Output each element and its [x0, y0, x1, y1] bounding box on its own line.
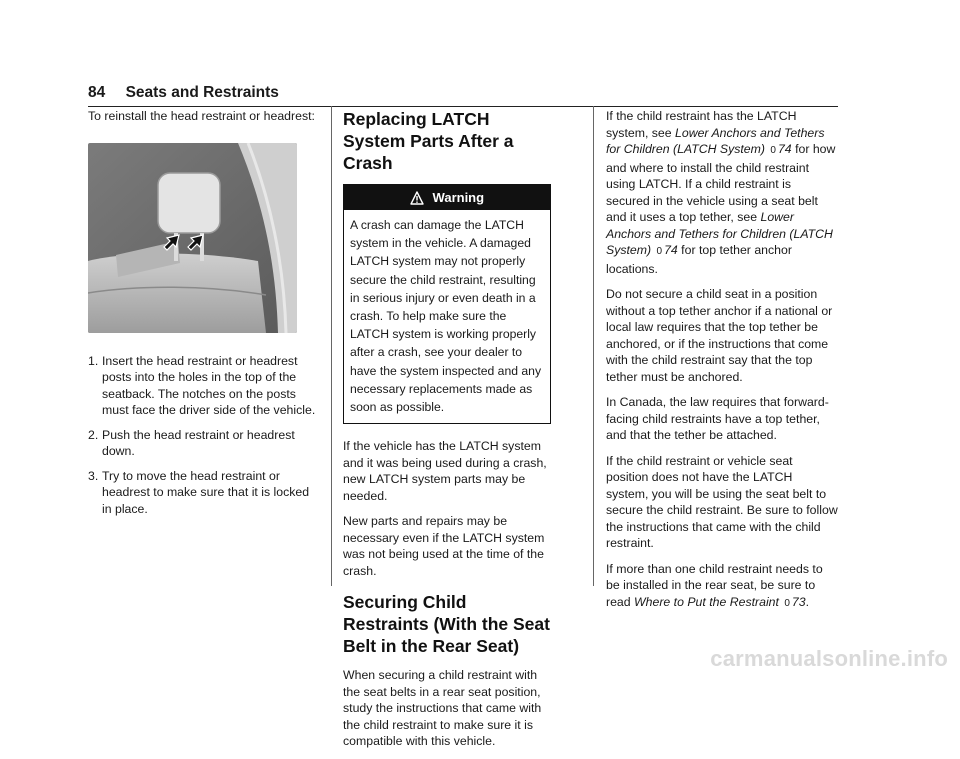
paragraph: When securing a child restraint with the seat belts in a rear seat position, study the instructions that came with the child restraint to make sure it is compatible with this vehicle.	[343, 668, 542, 749]
paragraph: Do not secure a child seat in a position without a top tether anchor if a national or local law requires that the top tether be anchored, or if the instructions that come with the child restraint say that the top tether must be anchored.	[606, 287, 833, 384]
list-item	[88, 468, 320, 518]
page-header	[88, 84, 838, 107]
watermark: carmanualsonline.info	[710, 646, 948, 671]
cross-reference-link[interactable]: Where to Put the Restraint	[634, 594, 779, 609]
page-ref-arrow-icon: 0	[656, 246, 663, 257]
list-item	[88, 427, 320, 460]
step-text: Insert the head restraint or headrest posts into the holes in the top of the seatback. The notches on the posts must face the driver side of the vehicle.	[102, 353, 316, 417]
column-2	[343, 108, 551, 759]
warning-title: Warning	[432, 190, 485, 205]
page-ref-arrow-icon: 0	[770, 145, 776, 156]
steps-list	[88, 353, 320, 518]
step-text: Try to move the head restraint or headrest to make sure that it is locked in place.	[102, 468, 310, 516]
warning-text: A crash can damage the LATCH system in the vehicle. A damaged LATCH system may not properly secure the child restraint, resulting in serious injury or even death in a crash. To help make sure the LATCH system is working properly after a crash, see your dealer to have the system inspected and any necessary replacements made as soon as possible.	[350, 218, 542, 415]
text-run: If the child restraint has the LATCH system, see	[606, 109, 797, 140]
step-text: Push the head restraint or headrest down.	[102, 427, 295, 458]
text-run: .	[805, 594, 810, 609]
page-reference[interactable]: 74	[777, 142, 792, 156]
cross-reference-link[interactable]: Lower Anchors and Tethers for Children (LATCH System)	[606, 210, 833, 257]
list-item	[88, 353, 320, 419]
page-number: 84	[88, 84, 106, 101]
section-title: Seats and Restraints	[125, 84, 279, 101]
text-run: for how and where to install the child restraint using LATCH. If a child restraint is secured in the vehicle using a seat belt and it uses a top tether, see	[606, 142, 836, 224]
paragraph: In Canada, the law requires that forward-facing child restraints have a top tether, and that the tether be attached.	[606, 395, 829, 442]
step-number: 1.	[88, 353, 99, 368]
column-divider-1	[331, 106, 332, 586]
step-number: 2.	[88, 427, 99, 442]
text-run: If more than one child restraint needs to be installed in the rear seat, be sure to read	[606, 561, 823, 609]
heading-securing-child-restraints: Securing Child Restraints (With the Seat Belt in the Rear Seat)	[343, 592, 550, 657]
heading-replacing-latch: Replacing LATCH System Parts After a Crash	[343, 109, 514, 173]
paragraph: If the child restraint or vehicle seat position does not have the LATCH system, you will be using the seat belt to secure the child restraint. Be sure to follow the instructions that came with the child restraint.	[606, 453, 838, 550]
cross-reference-link[interactable]: Lower Anchors and Tethers for Children (LATCH System)	[606, 125, 825, 156]
warning-triangle-icon	[410, 188, 424, 213]
page-reference[interactable]: 74	[664, 243, 678, 257]
paragraph	[606, 108, 838, 277]
page-ref-arrow-icon: 0	[784, 597, 790, 609]
page-reference[interactable]: 73	[791, 594, 806, 609]
warning-header	[344, 185, 550, 210]
column-1	[88, 108, 320, 525]
paragraph: If the vehicle has the LATCH system and it was being used during a crash, new LATCH system parts may be needed.	[343, 439, 547, 503]
headrest-illustration	[88, 143, 297, 333]
reinstall-intro: To reinstall the head restraint or headrest:	[88, 109, 315, 123]
step-number: 3.	[88, 468, 99, 483]
paragraph: New parts and repairs may be necessary even if the LATCH system was not being used at the time of the crash.	[343, 514, 545, 578]
text-run: for top tether anchor locations.	[606, 243, 792, 276]
column-3	[606, 108, 838, 621]
warning-box	[343, 184, 551, 424]
column-divider-2	[593, 106, 594, 586]
paragraph	[606, 561, 838, 613]
